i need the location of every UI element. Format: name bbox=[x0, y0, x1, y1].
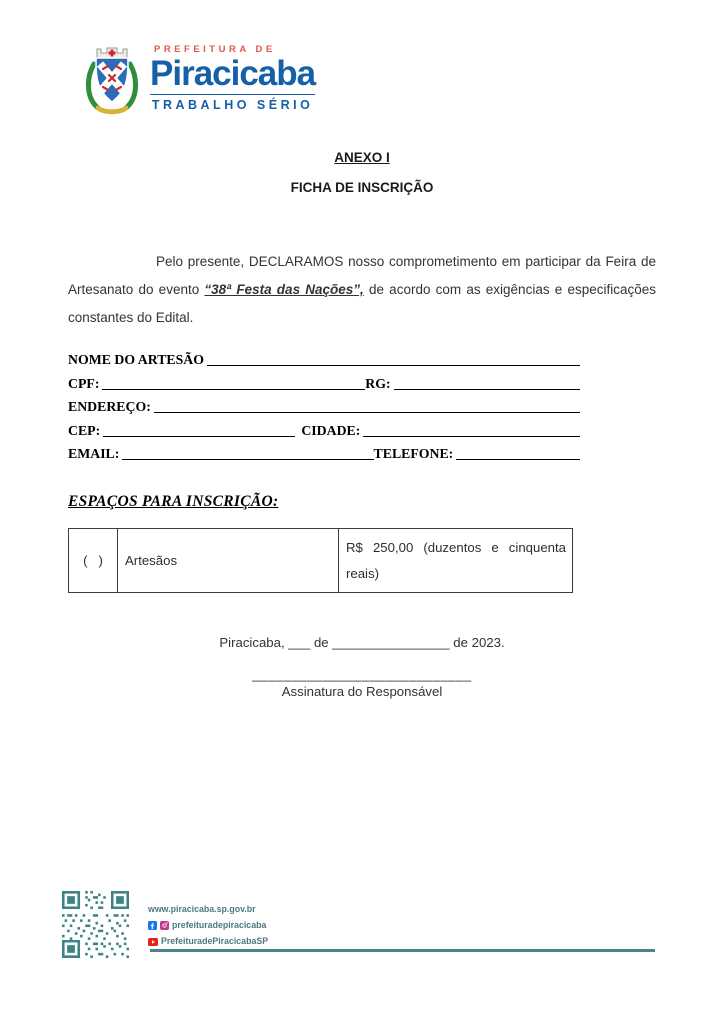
cidade-label: CIDADE: bbox=[301, 422, 361, 438]
youtube-icon bbox=[148, 938, 158, 946]
website-url: www.piracicaba.sp.gov.br bbox=[148, 904, 256, 914]
price-cell: R$ 250,00 (duzentos e cinquenta reais) bbox=[339, 528, 573, 592]
email-blank-line bbox=[122, 459, 373, 460]
instagram-icon bbox=[160, 921, 169, 930]
signature-label: Assinatura do Responsável bbox=[281, 683, 443, 699]
endereco-blank-line bbox=[154, 412, 580, 413]
field-row-nome bbox=[68, 345, 580, 368]
declaration-paragraph bbox=[68, 248, 656, 332]
social-handle: prefeituradepiracicaba bbox=[172, 919, 267, 930]
nome-label: NOME DO ARTESÃO bbox=[68, 352, 204, 368]
endereco-label: ENDEREÇO: bbox=[68, 399, 151, 415]
paragraph-after: de acordo com as exigências e especificações constantes do Edital. bbox=[68, 282, 657, 325]
coat-of-arms-icon bbox=[84, 42, 140, 118]
date-line: Piracicaba, ___ de ________________ de 2023. bbox=[219, 635, 505, 651]
document-titles bbox=[0, 150, 724, 195]
field-row-cpf-rg bbox=[68, 368, 580, 391]
telefone-blank-line bbox=[456, 459, 580, 460]
nome-blank-line bbox=[207, 365, 580, 366]
cpf-blank-line bbox=[102, 389, 365, 390]
table-row bbox=[69, 528, 573, 592]
form-title: FICHA DE INSCRIÇÃO bbox=[290, 180, 434, 195]
footer bbox=[62, 891, 268, 958]
qr-code-icon bbox=[62, 891, 129, 958]
annex-title: ANEXO I bbox=[334, 150, 390, 165]
cep-blank-line bbox=[103, 436, 295, 437]
signature-block bbox=[0, 667, 724, 700]
section-heading: ESPAÇOS PARA INSCRIÇÃO: bbox=[68, 492, 279, 510]
signature-rule: ____________________________ bbox=[252, 667, 472, 683]
cidade-blank-line bbox=[363, 436, 580, 437]
inscription-table bbox=[68, 528, 573, 593]
footer-social bbox=[148, 918, 268, 934]
footer-divider bbox=[150, 949, 655, 952]
category-cell: Artesãos bbox=[118, 528, 339, 592]
paragraph-before: Pelo presente, DECLARAMOS nosso comprometimento em participar da Feira de Artesanato do evento bbox=[68, 254, 656, 297]
logo-tagline: TRABALHO SÉRIO bbox=[150, 94, 315, 112]
field-row-cep-cidade bbox=[68, 415, 580, 438]
cpf-label: CPF: bbox=[68, 375, 100, 391]
logo-wordmark bbox=[150, 42, 315, 112]
rg-label: RG: bbox=[365, 375, 391, 391]
field-row-endereco bbox=[68, 392, 580, 415]
logo-prefeitura-de: PREFEITURA DE bbox=[154, 44, 276, 55]
footer-links bbox=[148, 891, 268, 958]
footer-youtube bbox=[148, 934, 268, 950]
logo-city-name: Piracicaba bbox=[150, 54, 316, 93]
youtube-handle: PrefeituradePiracicabaSP bbox=[161, 935, 269, 946]
telefone-label: TELEFONE: bbox=[373, 445, 454, 461]
city-logo bbox=[84, 42, 724, 118]
cep-label: CEP: bbox=[68, 422, 101, 438]
field-row-email-telefone bbox=[68, 439, 580, 462]
facebook-icon bbox=[148, 921, 157, 930]
form-fields bbox=[68, 345, 580, 462]
email-label: EMAIL: bbox=[68, 445, 120, 461]
event-name-emphasis: “38ª Festa das Nações”, bbox=[204, 282, 364, 297]
footer-website bbox=[148, 902, 268, 918]
checkbox-cell: ( ) bbox=[69, 528, 118, 592]
rg-blank-line bbox=[394, 389, 580, 390]
